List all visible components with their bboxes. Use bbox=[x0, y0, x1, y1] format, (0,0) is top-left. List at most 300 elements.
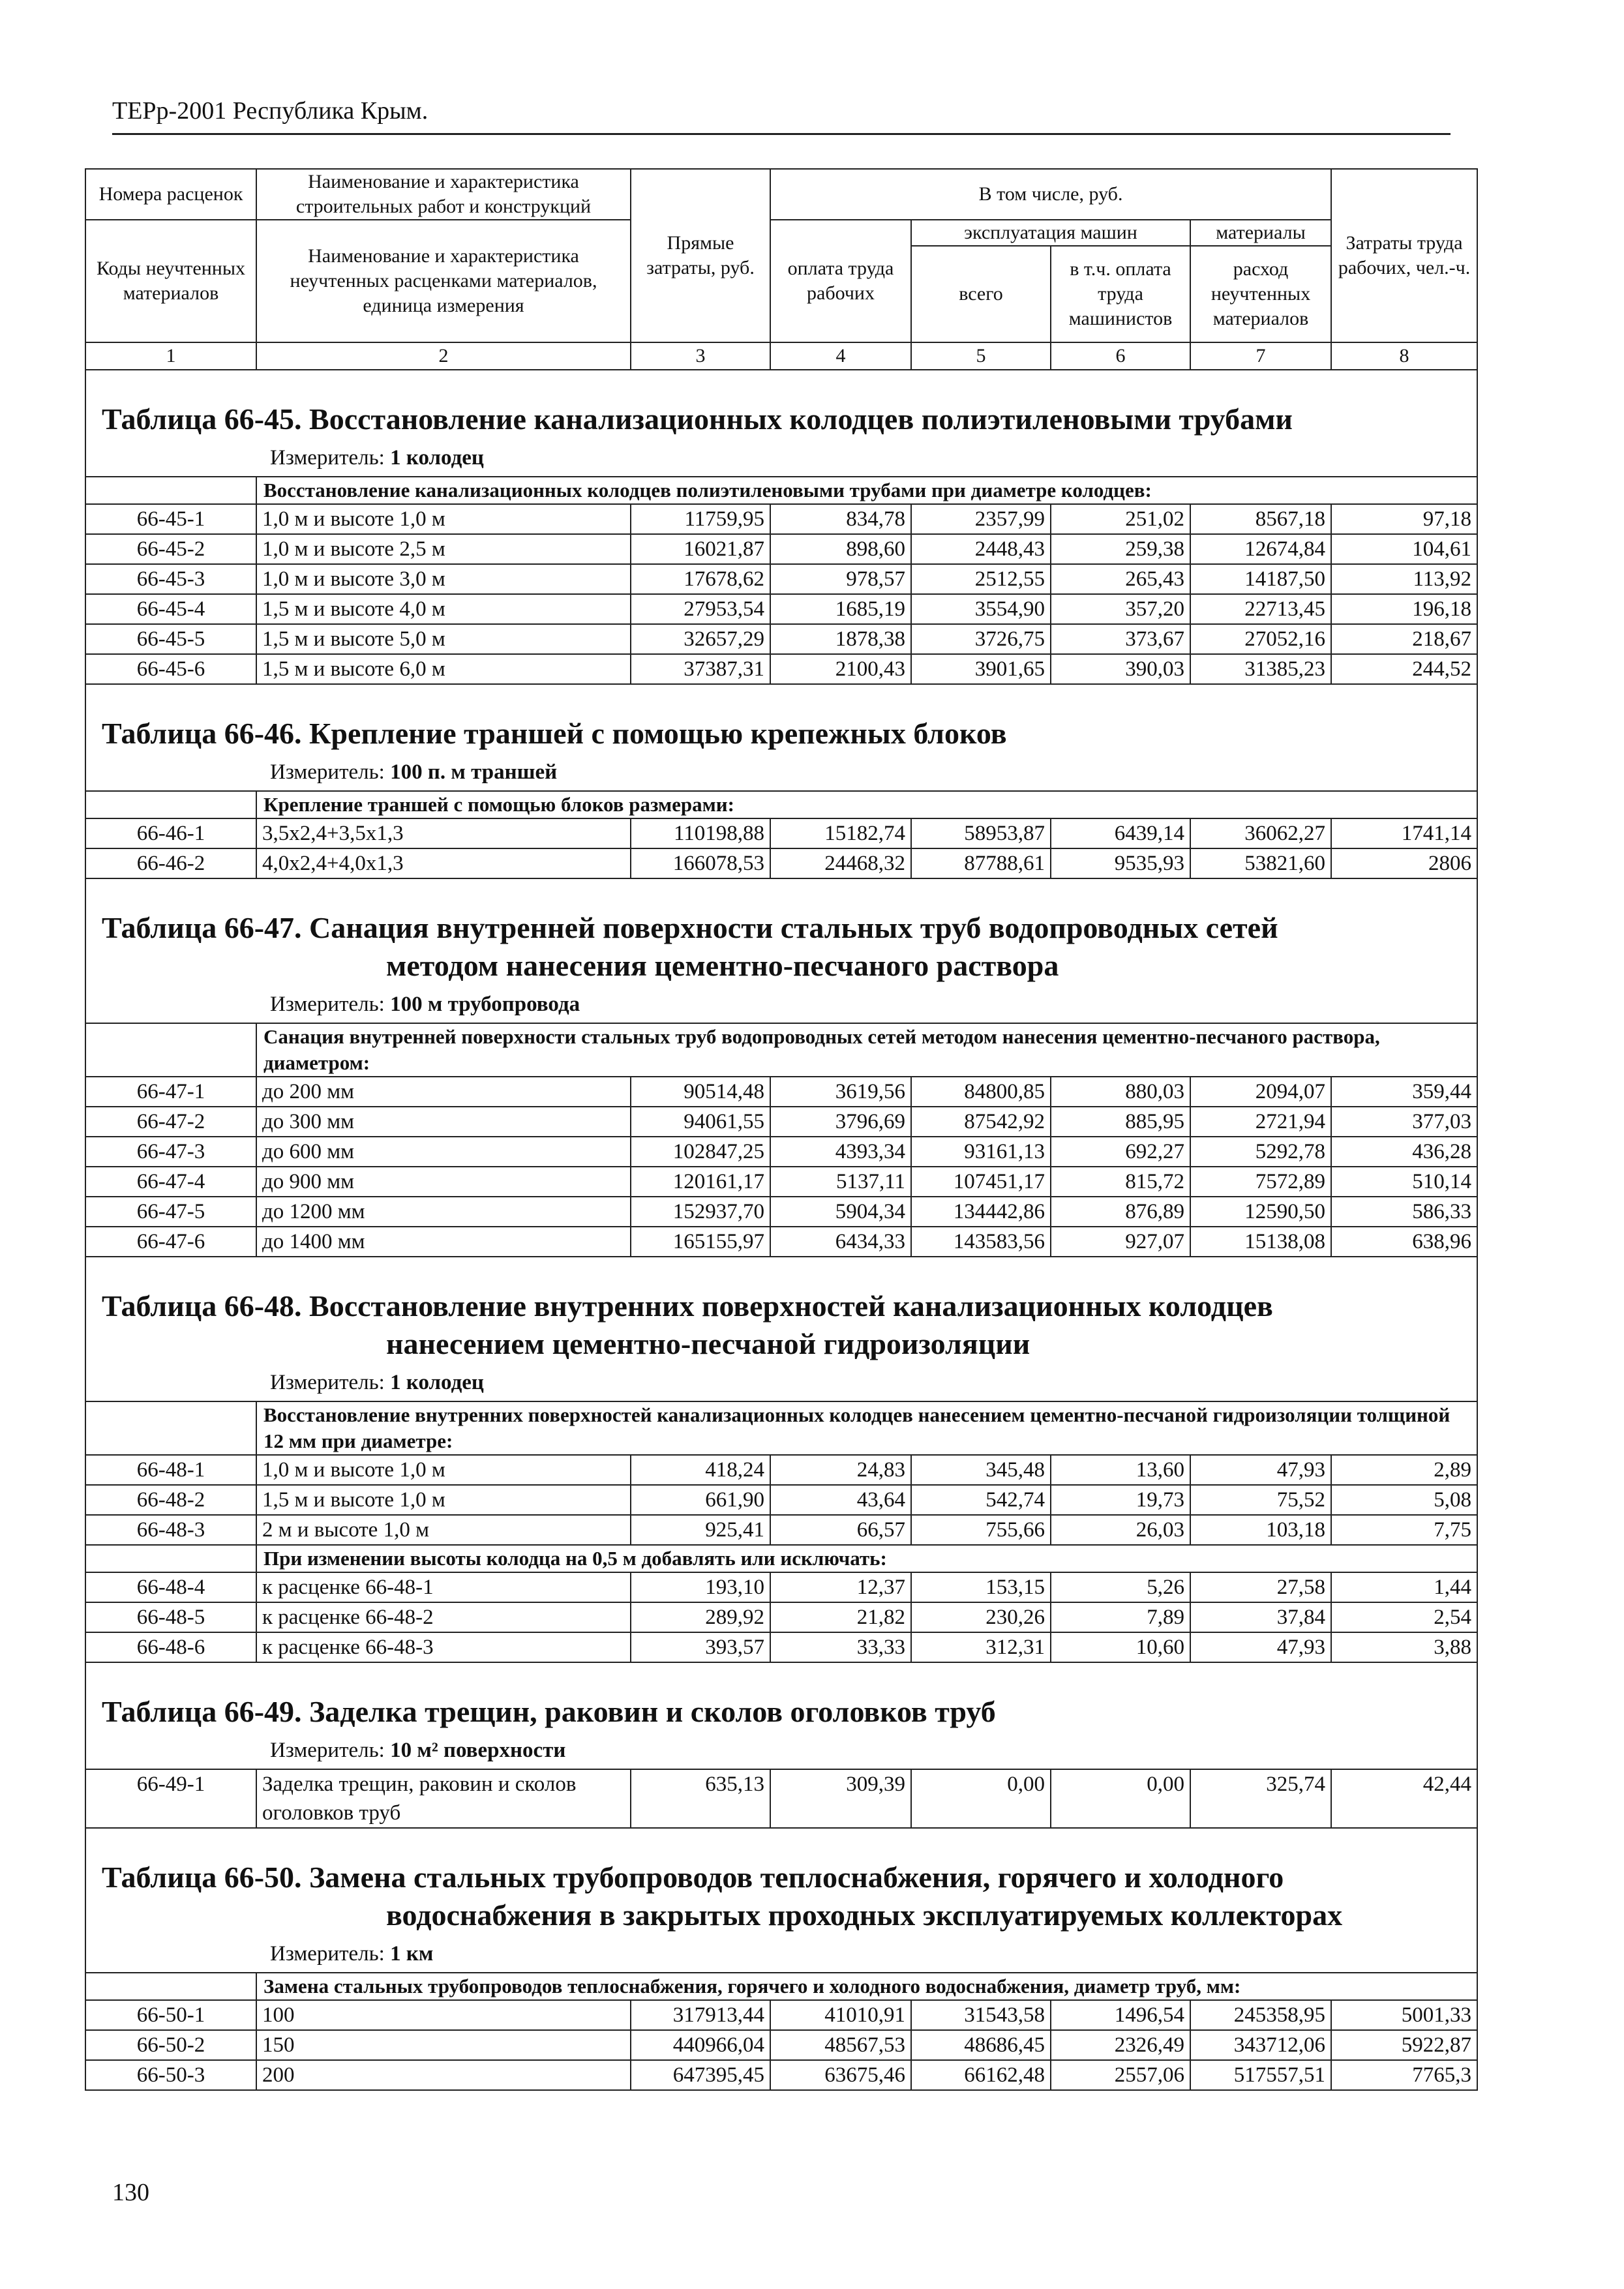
col6-header: в т.ч. оплата труда машинистов bbox=[1051, 246, 1190, 342]
value-direct: 120161,17 bbox=[631, 1167, 770, 1197]
rate-code: 66-47-6 bbox=[85, 1227, 256, 1257]
value-mach-wage: 373,67 bbox=[1051, 624, 1190, 654]
value-direct: 17678,62 bbox=[631, 564, 770, 594]
rate-name: до 200 мм bbox=[256, 1077, 631, 1107]
value-direct: 925,41 bbox=[631, 1515, 770, 1545]
value-labor: 104,61 bbox=[1331, 534, 1477, 564]
value-wage: 4393,34 bbox=[770, 1137, 911, 1167]
table-row bbox=[85, 504, 1477, 534]
value-labor: 377,03 bbox=[1331, 1107, 1477, 1137]
value-mach-wage: 7,89 bbox=[1051, 1602, 1190, 1632]
rate-code: 66-50-2 bbox=[85, 2030, 256, 2060]
table-row bbox=[85, 1515, 1477, 1545]
value-direct: 440966,04 bbox=[631, 2030, 770, 2060]
value-mach-wage: 265,43 bbox=[1051, 564, 1190, 594]
col8-header: Затраты труда рабочих, чел.-ч. bbox=[1331, 169, 1477, 342]
value-mat: 27,58 bbox=[1190, 1572, 1331, 1602]
value-mat: 343712,06 bbox=[1190, 2030, 1331, 2060]
measure-label: Измеритель: bbox=[270, 446, 385, 470]
group-heading: Восстановление внутренних поверхностей канализационных колодцев нанесением цементно-песчаной гидроизоляции толщиной 12 мм при диаметре: bbox=[256, 1401, 1477, 1455]
value-mat: 15138,08 bbox=[1190, 1227, 1331, 1257]
measure-unit: 1 колодец bbox=[390, 1371, 484, 1394]
value-labor: 42,44 bbox=[1331, 1769, 1477, 1828]
rate-name: 4,0х2,4+4,0х1,3 bbox=[256, 848, 631, 878]
section-title-cell bbox=[85, 370, 1477, 477]
measure-line bbox=[86, 438, 1477, 476]
col-number: 5 bbox=[911, 342, 1051, 370]
value-wage: 24,83 bbox=[770, 1455, 911, 1485]
value-labor: 196,18 bbox=[1331, 594, 1477, 624]
value-labor: 586,33 bbox=[1331, 1197, 1477, 1227]
value-direct: 193,10 bbox=[631, 1572, 770, 1602]
value-mach: 87542,92 bbox=[911, 1107, 1051, 1137]
value-wage: 43,64 bbox=[770, 1485, 911, 1515]
rate-code: 66-48-5 bbox=[85, 1602, 256, 1632]
value-direct: 647395,45 bbox=[631, 2060, 770, 2090]
value-mat: 2721,94 bbox=[1190, 1107, 1331, 1137]
value-labor: 3,88 bbox=[1331, 1632, 1477, 1662]
group-heading-spacer bbox=[85, 1545, 256, 1572]
value-mat: 75,52 bbox=[1190, 1485, 1331, 1515]
value-mach: 2448,43 bbox=[911, 534, 1051, 564]
group-heading: При изменении высоты колодца на 0,5 м добавлять или исключать: bbox=[256, 1545, 1477, 1572]
col4-header: оплата труда рабочих bbox=[770, 220, 911, 342]
value-direct: 393,57 bbox=[631, 1632, 770, 1662]
group-heading: Санация внутренней поверхности стальных труб водопроводных сетей методом нанесения цементно-песчаного раствора, диаметром: bbox=[256, 1023, 1477, 1077]
table-row bbox=[85, 1455, 1477, 1485]
table-title-continuation: методом нанесения цементно-песчаного раствора bbox=[386, 949, 1059, 982]
value-wage: 978,57 bbox=[770, 564, 911, 594]
rate-name: Заделка трещин, раковин и сколов оголовков труб bbox=[256, 1769, 631, 1828]
value-labor: 5,08 bbox=[1331, 1485, 1477, 1515]
rate-code: 66-47-4 bbox=[85, 1167, 256, 1197]
measure-unit: 100 п. м траншей bbox=[390, 760, 558, 784]
col-number: 2 bbox=[256, 342, 631, 370]
col2-header-bottom: Наименование и характеристика неучтенных расценками материалов, единица измерения bbox=[256, 220, 631, 342]
value-wage: 834,78 bbox=[770, 504, 911, 534]
value-mat: 47,93 bbox=[1190, 1632, 1331, 1662]
table-row bbox=[85, 1107, 1477, 1137]
section-title-cell bbox=[85, 1829, 1477, 1973]
value-mach: 755,66 bbox=[911, 1515, 1051, 1545]
value-direct: 94061,55 bbox=[631, 1107, 770, 1137]
value-direct: 317913,44 bbox=[631, 2000, 770, 2030]
value-mach-wage: 927,07 bbox=[1051, 1227, 1190, 1257]
rate-name: 1,0 м и высоте 2,5 м bbox=[256, 534, 631, 564]
table-row bbox=[85, 1227, 1477, 1257]
rate-code: 66-45-1 bbox=[85, 504, 256, 534]
value-labor: 2,89 bbox=[1331, 1455, 1477, 1485]
group-heading: Крепление траншей с помощью блоков размерами: bbox=[256, 791, 1477, 818]
value-wage: 309,39 bbox=[770, 1769, 911, 1828]
value-direct: 110198,88 bbox=[631, 818, 770, 848]
rate-code: 66-45-2 bbox=[85, 534, 256, 564]
table-title-text: Таблица 66-45. Восстановление канализационных колодцев полиэтиленовыми трубами bbox=[102, 402, 1293, 436]
group-heading-spacer bbox=[85, 791, 256, 818]
value-mat: 8567,18 bbox=[1190, 504, 1331, 534]
value-mat: 36062,27 bbox=[1190, 818, 1331, 848]
table-title bbox=[86, 1829, 1477, 1934]
rate-code: 66-46-1 bbox=[85, 818, 256, 848]
table-row bbox=[85, 564, 1477, 594]
header-rule bbox=[112, 133, 1451, 135]
rate-code: 66-45-5 bbox=[85, 624, 256, 654]
value-mat: 103,18 bbox=[1190, 1515, 1331, 1545]
measure-unit: 1 колодец bbox=[390, 446, 484, 470]
value-labor: 1741,14 bbox=[1331, 818, 1477, 848]
table-row bbox=[85, 2000, 1477, 2030]
value-wage: 66,57 bbox=[770, 1515, 911, 1545]
col-number: 6 bbox=[1051, 342, 1190, 370]
rate-code: 66-46-2 bbox=[85, 848, 256, 878]
table-section-heading bbox=[85, 370, 1477, 477]
rate-name: до 300 мм bbox=[256, 1107, 631, 1137]
rate-code: 66-47-5 bbox=[85, 1197, 256, 1227]
value-mach: 312,31 bbox=[911, 1632, 1051, 1662]
value-mach: 2357,99 bbox=[911, 504, 1051, 534]
value-wage: 63675,46 bbox=[770, 2060, 911, 2090]
measure-line bbox=[86, 1363, 1477, 1401]
value-wage: 5904,34 bbox=[770, 1197, 911, 1227]
rate-name: 1,0 м и высоте 1,0 м bbox=[256, 504, 631, 534]
value-mach: 345,48 bbox=[911, 1455, 1051, 1485]
value-wage: 6434,33 bbox=[770, 1227, 911, 1257]
rate-name: до 600 мм bbox=[256, 1137, 631, 1167]
value-mach: 87788,61 bbox=[911, 848, 1051, 878]
value-labor: 244,52 bbox=[1331, 654, 1477, 684]
table-title-text: Таблица 66-49. Заделка трещин, раковин и сколов оголовков труб bbox=[102, 1695, 996, 1728]
rate-code: 66-50-3 bbox=[85, 2060, 256, 2090]
rate-code: 66-48-1 bbox=[85, 1455, 256, 1485]
group-heading-row bbox=[85, 1545, 1477, 1572]
value-mat: 5292,78 bbox=[1190, 1137, 1331, 1167]
value-mat: 325,74 bbox=[1190, 1769, 1331, 1828]
group-heading-row bbox=[85, 1023, 1477, 1077]
value-mach-wage: 815,72 bbox=[1051, 1167, 1190, 1197]
value-wage: 1878,38 bbox=[770, 624, 911, 654]
table-row bbox=[85, 1167, 1477, 1197]
table-row bbox=[85, 1485, 1477, 1515]
table-title-text: Таблица 66-50. Замена стальных трубопроводов теплоснабжения, горячего и холодного bbox=[102, 1861, 1284, 1894]
section-title-cell bbox=[85, 879, 1477, 1023]
col-number: 7 bbox=[1190, 342, 1331, 370]
table-row bbox=[85, 1769, 1477, 1828]
value-direct: 102847,25 bbox=[631, 1137, 770, 1167]
value-direct: 165155,97 bbox=[631, 1227, 770, 1257]
value-mach-wage: 9535,93 bbox=[1051, 848, 1190, 878]
value-mach: 93161,13 bbox=[911, 1137, 1051, 1167]
value-mat: 12674,84 bbox=[1190, 534, 1331, 564]
col-number: 1 bbox=[85, 342, 256, 370]
measure-unit: 100 м трубопровода bbox=[390, 993, 580, 1016]
value-wage: 48567,53 bbox=[770, 2030, 911, 2060]
value-labor: 1,44 bbox=[1331, 1572, 1477, 1602]
rate-name: до 900 мм bbox=[256, 1167, 631, 1197]
group-heading-spacer bbox=[85, 1401, 256, 1455]
rate-name: 1,5 м и высоте 4,0 м bbox=[256, 594, 631, 624]
col3-header: Прямые затраты, руб. bbox=[631, 169, 770, 342]
value-mach: 542,74 bbox=[911, 1485, 1051, 1515]
table-title-text: Таблица 66-47. Санация внутренней поверхности стальных труб водопроводных сетей bbox=[102, 911, 1278, 944]
value-mach-wage: 885,95 bbox=[1051, 1107, 1190, 1137]
rate-name: до 1400 мм bbox=[256, 1227, 631, 1257]
value-mach-wage: 6439,14 bbox=[1051, 818, 1190, 848]
table-row bbox=[85, 534, 1477, 564]
table-title-text: Таблица 66-48. Восстановление внутренних поверхностей канализационных колодцев bbox=[102, 1289, 1273, 1323]
measure-label: Измеритель: bbox=[270, 1942, 385, 1966]
table-row bbox=[85, 1077, 1477, 1107]
value-wage: 12,37 bbox=[770, 1572, 911, 1602]
value-mach-wage: 5,26 bbox=[1051, 1572, 1190, 1602]
value-mach-wage: 880,03 bbox=[1051, 1077, 1190, 1107]
rate-name: 3,5х2,4+3,5х1,3 bbox=[256, 818, 631, 848]
measure-label: Измеритель: bbox=[270, 1739, 385, 1762]
value-direct: 32657,29 bbox=[631, 624, 770, 654]
table-section-heading bbox=[85, 879, 1477, 1023]
table-row bbox=[85, 1197, 1477, 1227]
value-wage: 33,33 bbox=[770, 1632, 911, 1662]
table-row bbox=[85, 654, 1477, 684]
value-wage: 21,82 bbox=[770, 1602, 911, 1632]
value-mat: 517557,51 bbox=[1190, 2060, 1331, 2090]
value-mach-wage: 876,89 bbox=[1051, 1197, 1190, 1227]
rate-code: 66-47-3 bbox=[85, 1137, 256, 1167]
rate-code: 66-45-4 bbox=[85, 594, 256, 624]
group-heading: Замена стальных трубопроводов теплоснабжения, горячего и холодного водоснабжения, диаметр труб, мм: bbox=[256, 1973, 1477, 2000]
value-mach: 230,26 bbox=[911, 1602, 1051, 1632]
rate-name: 1,0 м и высоте 3,0 м bbox=[256, 564, 631, 594]
rates-table-frame bbox=[85, 168, 1477, 2091]
value-mat: 2094,07 bbox=[1190, 1077, 1331, 1107]
table-row bbox=[85, 1572, 1477, 1602]
value-mach: 3554,90 bbox=[911, 594, 1051, 624]
value-labor: 2,54 bbox=[1331, 1602, 1477, 1632]
rate-code: 66-47-1 bbox=[85, 1077, 256, 1107]
group-heading-spacer bbox=[85, 1973, 256, 2000]
value-mach-wage: 0,00 bbox=[1051, 1769, 1190, 1828]
machines-header: эксплуатация машин bbox=[911, 220, 1190, 246]
materials-header: материалы bbox=[1190, 220, 1331, 246]
value-mach-wage: 10,60 bbox=[1051, 1632, 1190, 1662]
rate-name: 2 м и высоте 1,0 м bbox=[256, 1515, 631, 1545]
value-mat: 245358,95 bbox=[1190, 2000, 1331, 2030]
rate-name: 1,5 м и высоте 5,0 м bbox=[256, 624, 631, 654]
value-wage: 898,60 bbox=[770, 534, 911, 564]
value-wage: 15182,74 bbox=[770, 818, 911, 848]
value-mat: 27052,16 bbox=[1190, 624, 1331, 654]
value-mat: 7572,89 bbox=[1190, 1167, 1331, 1197]
value-labor: 359,44 bbox=[1331, 1077, 1477, 1107]
rate-name: к расценке 66-48-2 bbox=[256, 1602, 631, 1632]
value-mach: 3901,65 bbox=[911, 654, 1051, 684]
value-labor: 436,28 bbox=[1331, 1137, 1477, 1167]
value-direct: 27953,54 bbox=[631, 594, 770, 624]
value-direct: 90514,48 bbox=[631, 1077, 770, 1107]
value-wage: 1685,19 bbox=[770, 594, 911, 624]
value-labor: 638,96 bbox=[1331, 1227, 1477, 1257]
measure-label: Измеритель: bbox=[270, 1371, 385, 1394]
value-mach-wage: 19,73 bbox=[1051, 1485, 1190, 1515]
value-wage: 41010,91 bbox=[770, 2000, 911, 2030]
value-direct: 166078,53 bbox=[631, 848, 770, 878]
value-labor: 97,18 bbox=[1331, 504, 1477, 534]
rate-code: 66-45-3 bbox=[85, 564, 256, 594]
value-labor: 7765,3 bbox=[1331, 2060, 1477, 2090]
rate-name: 1,0 м и высоте 1,0 м bbox=[256, 1455, 631, 1485]
table-row bbox=[85, 624, 1477, 654]
value-mach: 58953,87 bbox=[911, 818, 1051, 848]
rate-code: 66-45-6 bbox=[85, 654, 256, 684]
value-mach: 84800,85 bbox=[911, 1077, 1051, 1107]
group-header: В том числе, руб. bbox=[770, 169, 1331, 220]
value-mach-wage: 13,60 bbox=[1051, 1455, 1190, 1485]
measure-label: Измеритель: bbox=[270, 993, 385, 1016]
rate-code: 66-50-1 bbox=[85, 2000, 256, 2030]
value-mach: 134442,86 bbox=[911, 1197, 1051, 1227]
table-section-heading bbox=[85, 1663, 1477, 1769]
value-direct: 11759,95 bbox=[631, 504, 770, 534]
value-direct: 37387,31 bbox=[631, 654, 770, 684]
table-row bbox=[85, 818, 1477, 848]
table-title bbox=[86, 685, 1477, 753]
measure-label: Измеритель: bbox=[270, 760, 385, 784]
table-title bbox=[86, 1257, 1477, 1363]
table-title bbox=[86, 370, 1477, 438]
table-section-heading bbox=[85, 1257, 1477, 1401]
rate-name: 200 bbox=[256, 2060, 631, 2090]
table-row bbox=[85, 1602, 1477, 1632]
group-heading-row bbox=[85, 1401, 1477, 1455]
group-heading-row bbox=[85, 477, 1477, 504]
group-heading-row bbox=[85, 791, 1477, 818]
rate-name: к расценке 66-48-1 bbox=[256, 1572, 631, 1602]
group-heading-row bbox=[85, 1973, 1477, 2000]
col-number: 4 bbox=[770, 342, 911, 370]
rate-name: 150 bbox=[256, 2030, 631, 2060]
value-mach: 3726,75 bbox=[911, 624, 1051, 654]
rate-name: до 1200 мм bbox=[256, 1197, 631, 1227]
measure-line bbox=[86, 985, 1477, 1023]
table-title-text: Таблица 66-46. Крепление траншей с помощью крепежных блоков bbox=[102, 717, 1007, 750]
value-mach-wage: 26,03 bbox=[1051, 1515, 1190, 1545]
value-mach-wage: 251,02 bbox=[1051, 504, 1190, 534]
value-mach: 143583,56 bbox=[911, 1227, 1051, 1257]
table-row bbox=[85, 1137, 1477, 1167]
rate-code: 66-48-3 bbox=[85, 1515, 256, 1545]
section-title-cell bbox=[85, 1663, 1477, 1769]
col-number: 8 bbox=[1331, 342, 1477, 370]
table-row bbox=[85, 1632, 1477, 1662]
col1-header-top: Номера расценок bbox=[85, 169, 256, 220]
col2-header-top: Наименование и характеристика строительных работ и конструкций bbox=[256, 169, 631, 220]
col7-header: расход неучтенных материалов bbox=[1190, 246, 1331, 342]
value-direct: 635,13 bbox=[631, 1769, 770, 1828]
col1-header-bottom: Коды неучтенных материалов bbox=[85, 220, 256, 342]
table-title bbox=[86, 879, 1477, 985]
rate-code: 66-47-2 bbox=[85, 1107, 256, 1137]
value-mach: 48686,45 bbox=[911, 2030, 1051, 2060]
value-mach-wage: 357,20 bbox=[1051, 594, 1190, 624]
value-direct: 16021,87 bbox=[631, 534, 770, 564]
value-labor: 5001,33 bbox=[1331, 2000, 1477, 2030]
value-mat: 22713,45 bbox=[1190, 594, 1331, 624]
measure-line bbox=[86, 1934, 1477, 1972]
running-header: ТЕРр-2001 Республика Крым. bbox=[112, 97, 429, 125]
section-title-cell bbox=[85, 1257, 1477, 1401]
value-labor: 5922,87 bbox=[1331, 2030, 1477, 2060]
value-mach-wage: 692,27 bbox=[1051, 1137, 1190, 1167]
col-number: 3 bbox=[631, 342, 770, 370]
measure-line bbox=[86, 753, 1477, 790]
value-direct: 418,24 bbox=[631, 1455, 770, 1485]
value-mat: 14187,50 bbox=[1190, 564, 1331, 594]
table-section-heading bbox=[85, 1829, 1477, 1973]
value-mach-wage: 1496,54 bbox=[1051, 2000, 1190, 2030]
value-mach: 2512,55 bbox=[911, 564, 1051, 594]
table-title-continuation: нанесением цементно-песчаной гидроизоляции bbox=[386, 1327, 1030, 1360]
value-labor: 2806 bbox=[1331, 848, 1477, 878]
table-row bbox=[85, 2030, 1477, 2060]
measure-unit: 10 м² поверхности bbox=[390, 1739, 566, 1762]
group-heading-spacer bbox=[85, 477, 256, 504]
measure-unit: 1 км bbox=[390, 1942, 434, 1966]
value-mach-wage: 390,03 bbox=[1051, 654, 1190, 684]
rate-code: 66-48-4 bbox=[85, 1572, 256, 1602]
table-row bbox=[85, 848, 1477, 878]
value-labor: 218,67 bbox=[1331, 624, 1477, 654]
rate-code: 66-48-6 bbox=[85, 1632, 256, 1662]
value-mach-wage: 2326,49 bbox=[1051, 2030, 1190, 2060]
value-wage: 3796,69 bbox=[770, 1107, 911, 1137]
page-number: 130 bbox=[112, 2179, 149, 2206]
value-labor: 113,92 bbox=[1331, 564, 1477, 594]
col5-header: всего bbox=[911, 246, 1051, 342]
rate-name: 100 bbox=[256, 2000, 631, 2030]
measure-line bbox=[86, 1731, 1477, 1769]
value-mat: 37,84 bbox=[1190, 1602, 1331, 1632]
value-mat: 47,93 bbox=[1190, 1455, 1331, 1485]
value-wage: 5137,11 bbox=[770, 1167, 911, 1197]
section-title-cell bbox=[85, 685, 1477, 791]
rate-name: 1,5 м и высоте 6,0 м bbox=[256, 654, 631, 684]
value-mat: 12590,50 bbox=[1190, 1197, 1331, 1227]
table-row bbox=[85, 2060, 1477, 2090]
value-direct: 661,90 bbox=[631, 1485, 770, 1515]
table-title-continuation: водоснабжения в закрытых проходных эксплуатируемых коллекторах bbox=[386, 1898, 1343, 1932]
value-wage: 3619,56 bbox=[770, 1077, 911, 1107]
value-mach: 66162,48 bbox=[911, 2060, 1051, 2090]
rates-table bbox=[85, 168, 1478, 2091]
value-mat: 31385,23 bbox=[1190, 654, 1331, 684]
value-mach: 153,15 bbox=[911, 1572, 1051, 1602]
rate-code: 66-49-1 bbox=[85, 1769, 256, 1828]
rate-name: к расценке 66-48-3 bbox=[256, 1632, 631, 1662]
value-mach: 31543,58 bbox=[911, 2000, 1051, 2030]
value-wage: 2100,43 bbox=[770, 654, 911, 684]
value-mach-wage: 259,38 bbox=[1051, 534, 1190, 564]
table-section-heading bbox=[85, 685, 1477, 791]
value-direct: 289,92 bbox=[631, 1602, 770, 1632]
rate-name: 1,5 м и высоте 1,0 м bbox=[256, 1485, 631, 1515]
value-wage: 24468,32 bbox=[770, 848, 911, 878]
group-heading-spacer bbox=[85, 1023, 256, 1077]
value-mach: 0,00 bbox=[911, 1769, 1051, 1828]
group-heading: Восстановление канализационных колодцев полиэтиленовыми трубами при диаметре колодцев: bbox=[256, 477, 1477, 504]
value-mach-wage: 2557,06 bbox=[1051, 2060, 1190, 2090]
value-labor: 510,14 bbox=[1331, 1167, 1477, 1197]
rate-code: 66-48-2 bbox=[85, 1485, 256, 1515]
value-direct: 152937,70 bbox=[631, 1197, 770, 1227]
